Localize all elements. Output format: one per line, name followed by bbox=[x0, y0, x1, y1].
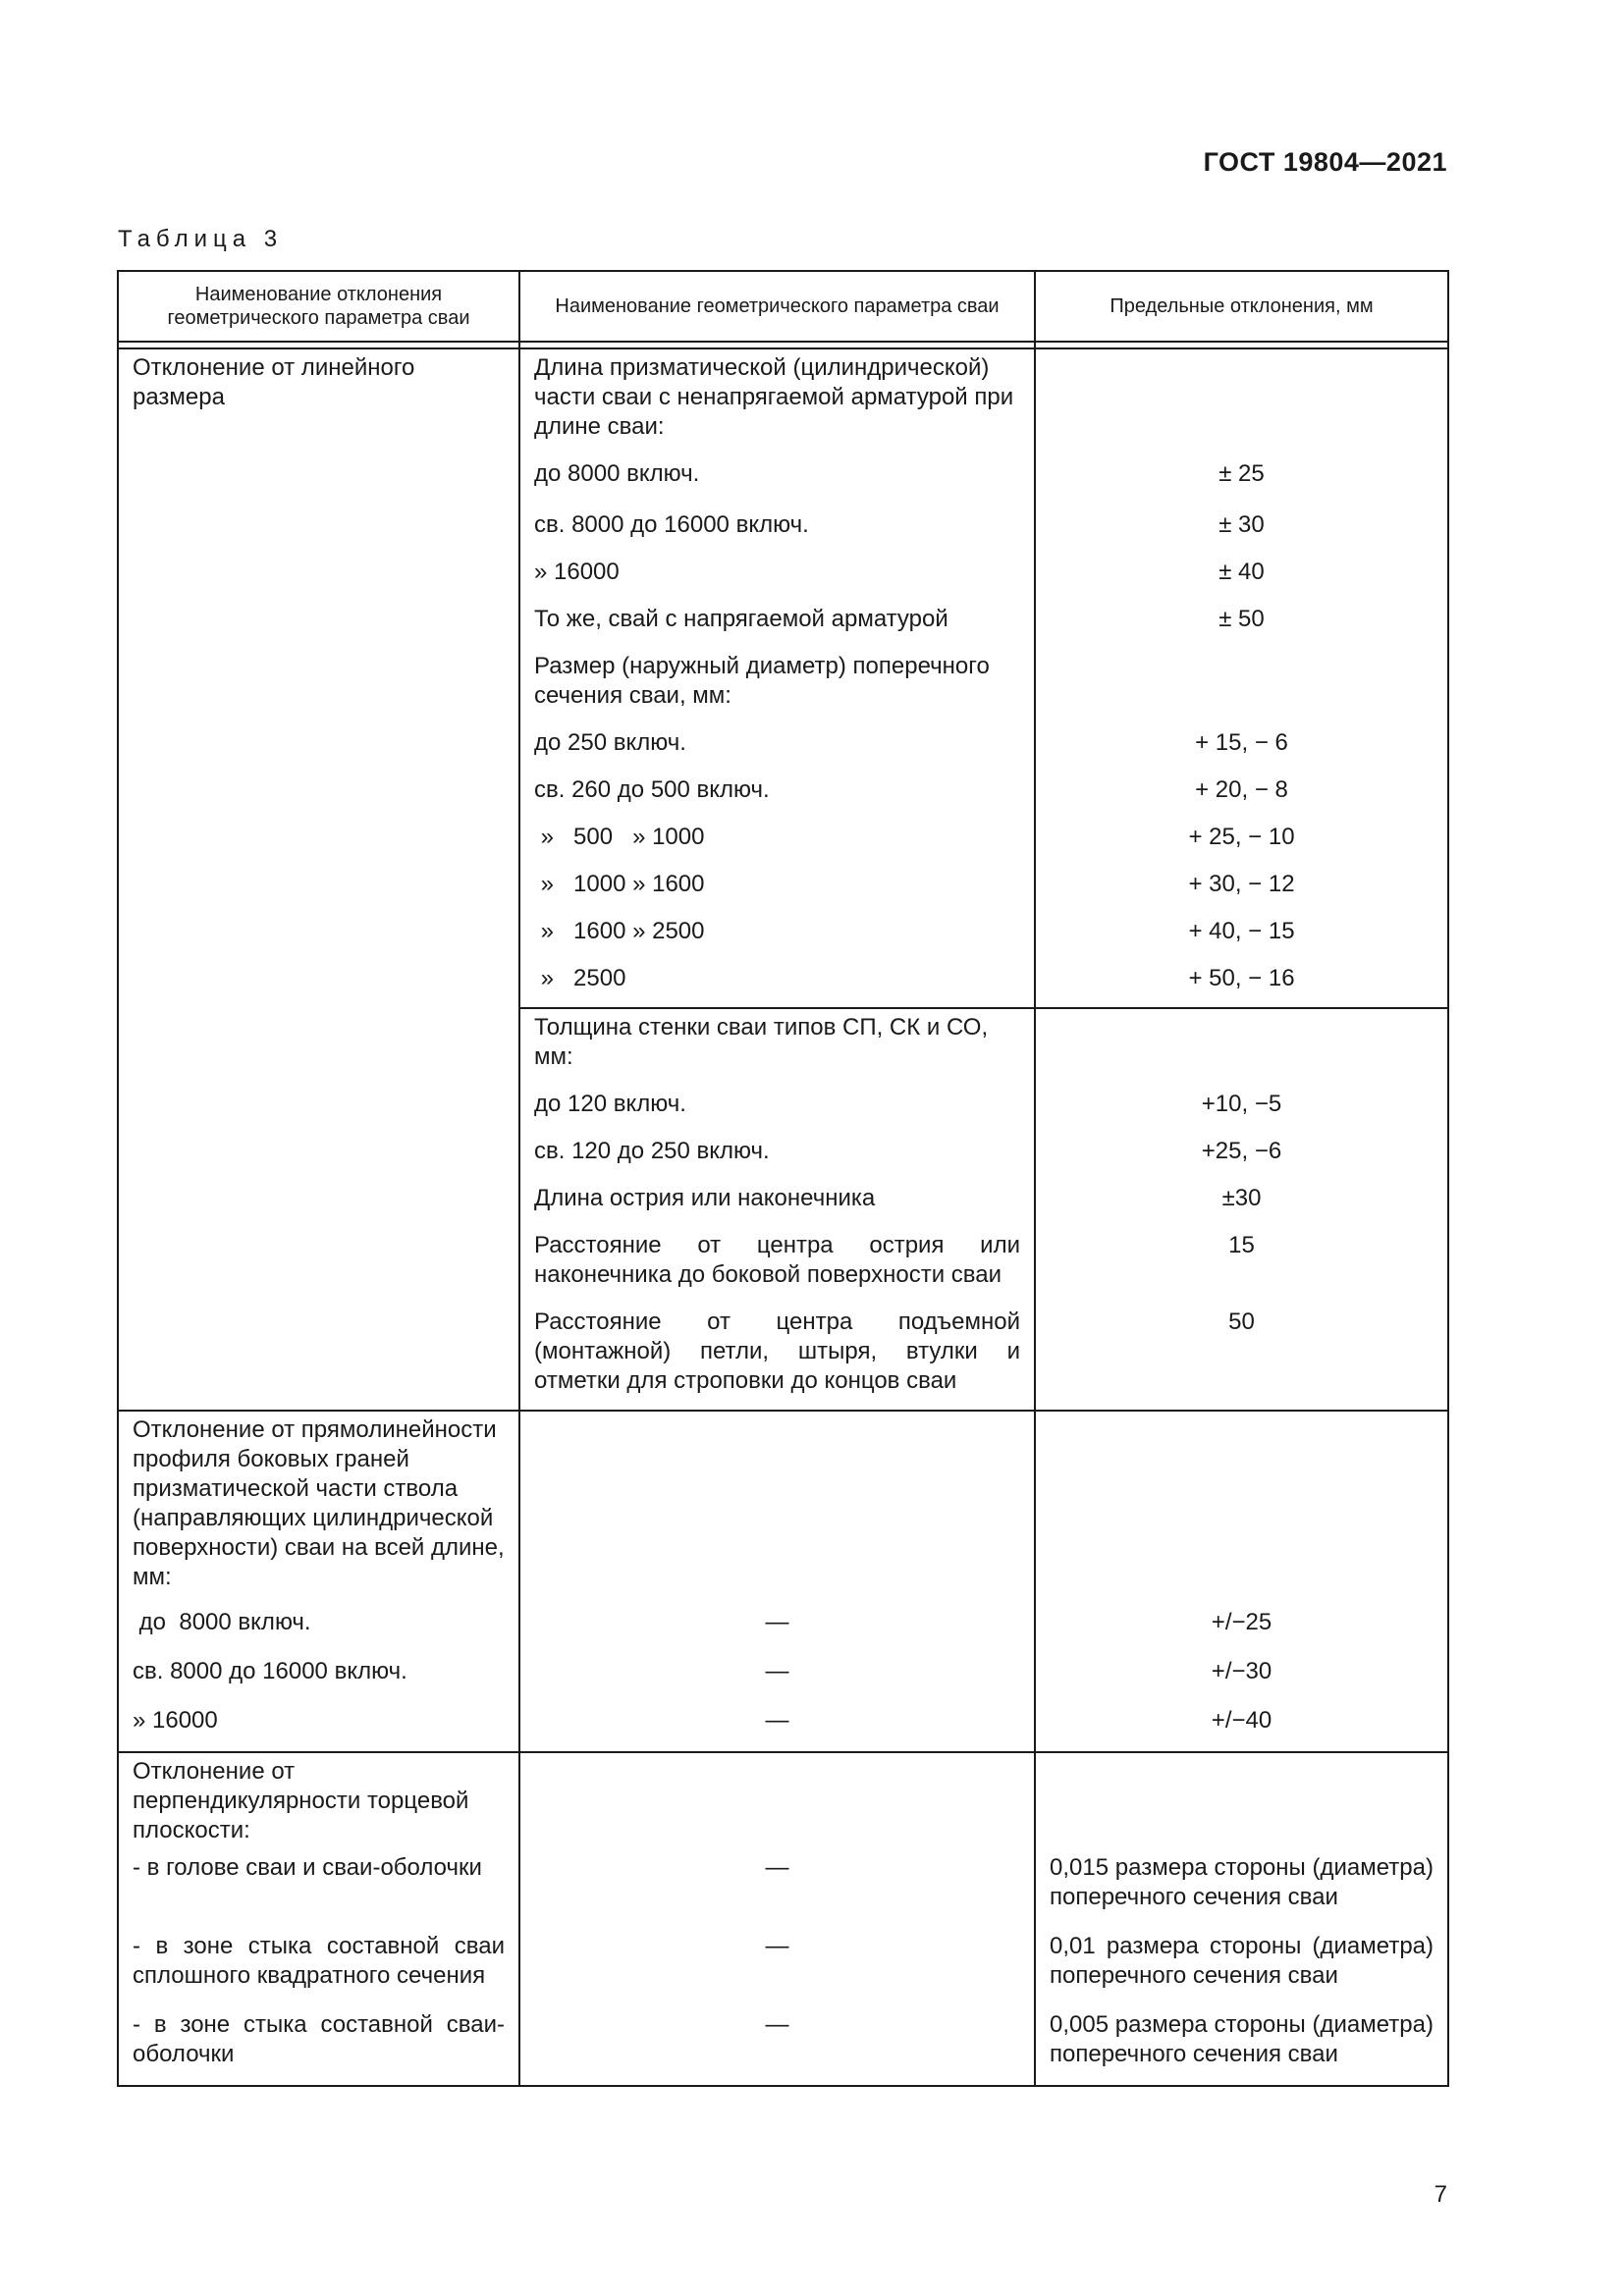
table-row bbox=[118, 1604, 1448, 1653]
value-cell: ± 25 bbox=[1035, 455, 1448, 507]
column-header: Наименование геометрического параметра сваи bbox=[519, 271, 1035, 342]
deviation-name: Отклонение от перпендикулярности торцевой плоскости: bbox=[118, 1752, 519, 1849]
value-cell: ± 50 bbox=[1035, 601, 1448, 648]
value-cell: +10, −5 bbox=[1035, 1086, 1448, 1133]
table-row bbox=[118, 1928, 1448, 2006]
deviation-subitem: - в зоне стыка составной сваи-оболочки bbox=[118, 2006, 519, 2086]
param-cell: Размер (наружный диаметр) поперечного сечения сваи, мм: bbox=[519, 648, 1035, 724]
param-cell: Длина призматической (цилиндрической) части сваи с ненапрягаемой арматурой при длине сваи: bbox=[519, 348, 1035, 455]
param-cell: » 16000 bbox=[519, 554, 1035, 601]
value-cell: ± 40 bbox=[1035, 554, 1448, 601]
deviation-name: Отклонение от прямолинейности профиля боковых граней призматической части ствола (направляющих цилиндрической поверхности) сваи на всей длине, мм: bbox=[118, 1411, 519, 1604]
page-number: 7 bbox=[1434, 2181, 1447, 2208]
param-cell: до 8000 включ. bbox=[519, 455, 1035, 507]
value-cell: +25, −6 bbox=[1035, 1133, 1448, 1180]
value-cell: + 15, − 6 bbox=[1035, 724, 1448, 772]
deviation-subitem: » 16000 bbox=[118, 1702, 519, 1752]
value-cell: ±30 bbox=[1035, 1180, 1448, 1227]
param-cell: Длина острия или наконечника bbox=[519, 1180, 1035, 1227]
param-cell: » 500 » 1000 bbox=[519, 819, 1035, 866]
deviation-subitem: - в голове сваи и сваи-оболочки bbox=[118, 1849, 519, 1928]
value-cell: + 40, − 15 bbox=[1035, 913, 1448, 960]
value-cell: + 20, − 8 bbox=[1035, 772, 1448, 819]
table-caption: Таблица 3 bbox=[118, 226, 284, 252]
deviation-subitem: до 8000 включ. bbox=[118, 1604, 519, 1653]
table-row bbox=[118, 1752, 1448, 1849]
param-cell: св. 260 до 500 включ. bbox=[519, 772, 1035, 819]
dash-cell: — bbox=[519, 2006, 1035, 2086]
table-row bbox=[118, 1849, 1448, 1928]
value-cell: +/−30 bbox=[1035, 1653, 1448, 1702]
value-cell: +/−25 bbox=[1035, 1604, 1448, 1653]
dash-cell: — bbox=[519, 1702, 1035, 1752]
deviation-subitem: св. 8000 до 16000 включ. bbox=[118, 1653, 519, 1702]
param-cell: св. 8000 до 16000 включ. bbox=[519, 507, 1035, 554]
param-cell: св. 120 до 250 включ. bbox=[519, 1133, 1035, 1180]
dash-cell: — bbox=[519, 1653, 1035, 1702]
param-cell: до 250 включ. bbox=[519, 724, 1035, 772]
value-cell: 0,015 размера стороны (диаметра) поперечного сечения сваи bbox=[1035, 1849, 1448, 1928]
table-row bbox=[118, 348, 1448, 455]
param-cell: » 1600 » 2500 bbox=[519, 913, 1035, 960]
param-cell: То же, свай с напрягаемой арматурой bbox=[519, 601, 1035, 648]
value-cell: 50 bbox=[1035, 1304, 1448, 1411]
value-cell: ± 30 bbox=[1035, 507, 1448, 554]
column-header: Наименование отклонения геометрического параметра сваи bbox=[118, 271, 519, 342]
value-cell bbox=[1035, 1008, 1448, 1086]
value-cell bbox=[1035, 348, 1448, 455]
standard-code: ГОСТ 19804—2021 bbox=[1203, 147, 1447, 177]
param-cell: до 120 включ. bbox=[519, 1086, 1035, 1133]
table-row bbox=[118, 1411, 1448, 1604]
table-row bbox=[118, 1702, 1448, 1752]
table-row bbox=[118, 1653, 1448, 1702]
value-cell: + 50, − 16 bbox=[1035, 960, 1448, 1008]
value-cell bbox=[1035, 648, 1448, 724]
value-cell: + 25, − 10 bbox=[1035, 819, 1448, 866]
value-cell: + 30, − 12 bbox=[1035, 866, 1448, 913]
param-cell: » 2500 bbox=[519, 960, 1035, 1008]
deviation-name: Отклонение от линейного размера bbox=[118, 348, 519, 1411]
param-cell: Толщина стенки сваи типов СП, СК и СО, мм: bbox=[519, 1008, 1035, 1086]
dash-cell: — bbox=[519, 1604, 1035, 1653]
dash-cell: — bbox=[519, 1849, 1035, 1928]
value-cell: 0,005 размера стороны (диаметра) поперечного сечения сваи bbox=[1035, 2006, 1448, 2086]
table-row bbox=[118, 2006, 1448, 2086]
deviations-table bbox=[117, 270, 1449, 2087]
column-header: Предельные отклонения, мм bbox=[1035, 271, 1448, 342]
param-cell: » 1000 » 1600 bbox=[519, 866, 1035, 913]
deviation-subitem: - в зоне стыка составной сваи сплошного квадратного сечения bbox=[118, 1928, 519, 2006]
value-cell: 0,01 размера стороны (диаметра) поперечного сечения сваи bbox=[1035, 1928, 1448, 2006]
value-cell: 15 bbox=[1035, 1227, 1448, 1304]
param-cell: Расстояние от центра подъемной (монтажной) петли, штыря, втулки и отметки для строповки до концов сваи bbox=[519, 1304, 1035, 1411]
dash-cell: — bbox=[519, 1928, 1035, 2006]
value-cell: +/−40 bbox=[1035, 1702, 1448, 1752]
param-cell: Расстояние от центра острия или наконечника до боковой поверхности сваи bbox=[519, 1227, 1035, 1304]
